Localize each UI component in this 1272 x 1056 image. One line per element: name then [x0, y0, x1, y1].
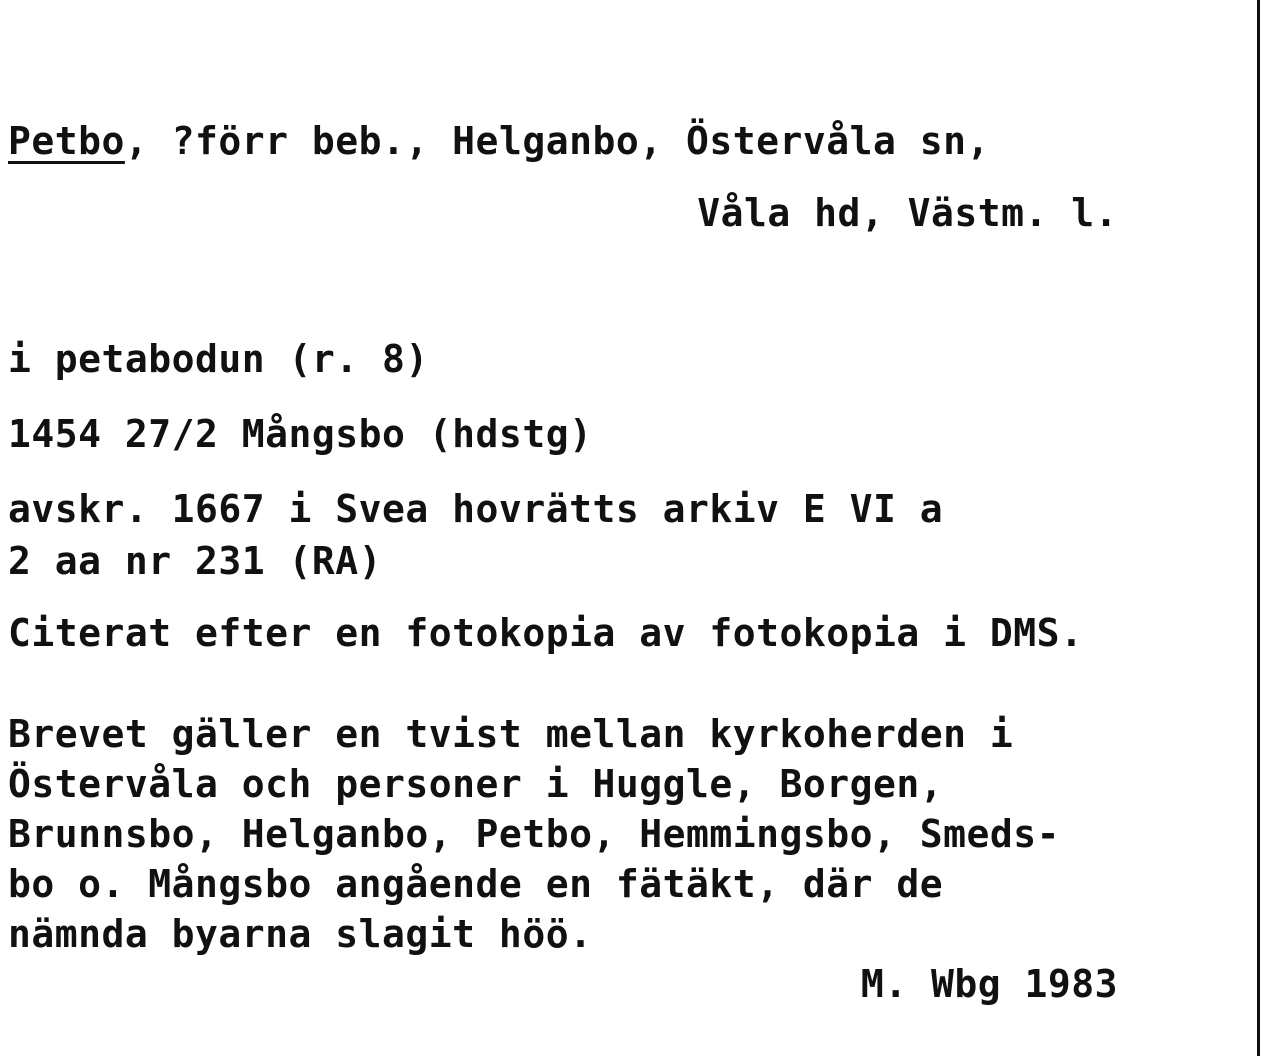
description-line-1: Brevet gäller en tvist mellan kyrkoherden i — [8, 712, 1014, 756]
heading-line-1 — [8, 118, 990, 164]
card-edge-line — [1257, 0, 1260, 1056]
signature: M. Wbg 1983 — [860, 962, 1118, 1006]
heading-rest: , ?förr beb., Helganbo, Östervåla sn, — [124, 119, 990, 163]
heading-line-2: Våla hd, Västm. l. — [697, 191, 1118, 235]
place-name: Petbo — [8, 119, 125, 163]
source-copy-line-2: 2 aa nr 231 (RA) — [8, 539, 383, 583]
source-date: 1454 27/2 Mångsbo (hdstg) — [8, 412, 593, 456]
citation: Citerat efter en fotokopia av fotokopia i DMS. — [8, 611, 1084, 655]
description-line-2: Östervåla och personer i Huggle, Borgen, — [8, 762, 944, 806]
description-line-4: bo o. Mångsbo angående en fätäkt, där de — [8, 862, 944, 906]
source-copy-line-1: avskr. 1667 i Svea hovrätts arkiv E VI a — [8, 487, 944, 531]
description-line-3: Brunnsbo, Helganbo, Petbo, Hemmingsbo, Smeds- — [8, 812, 1061, 856]
name-form: i petabodun (r. 8) — [8, 337, 429, 381]
description-line-5: nämnda byarna slagit höö. — [8, 912, 593, 956]
